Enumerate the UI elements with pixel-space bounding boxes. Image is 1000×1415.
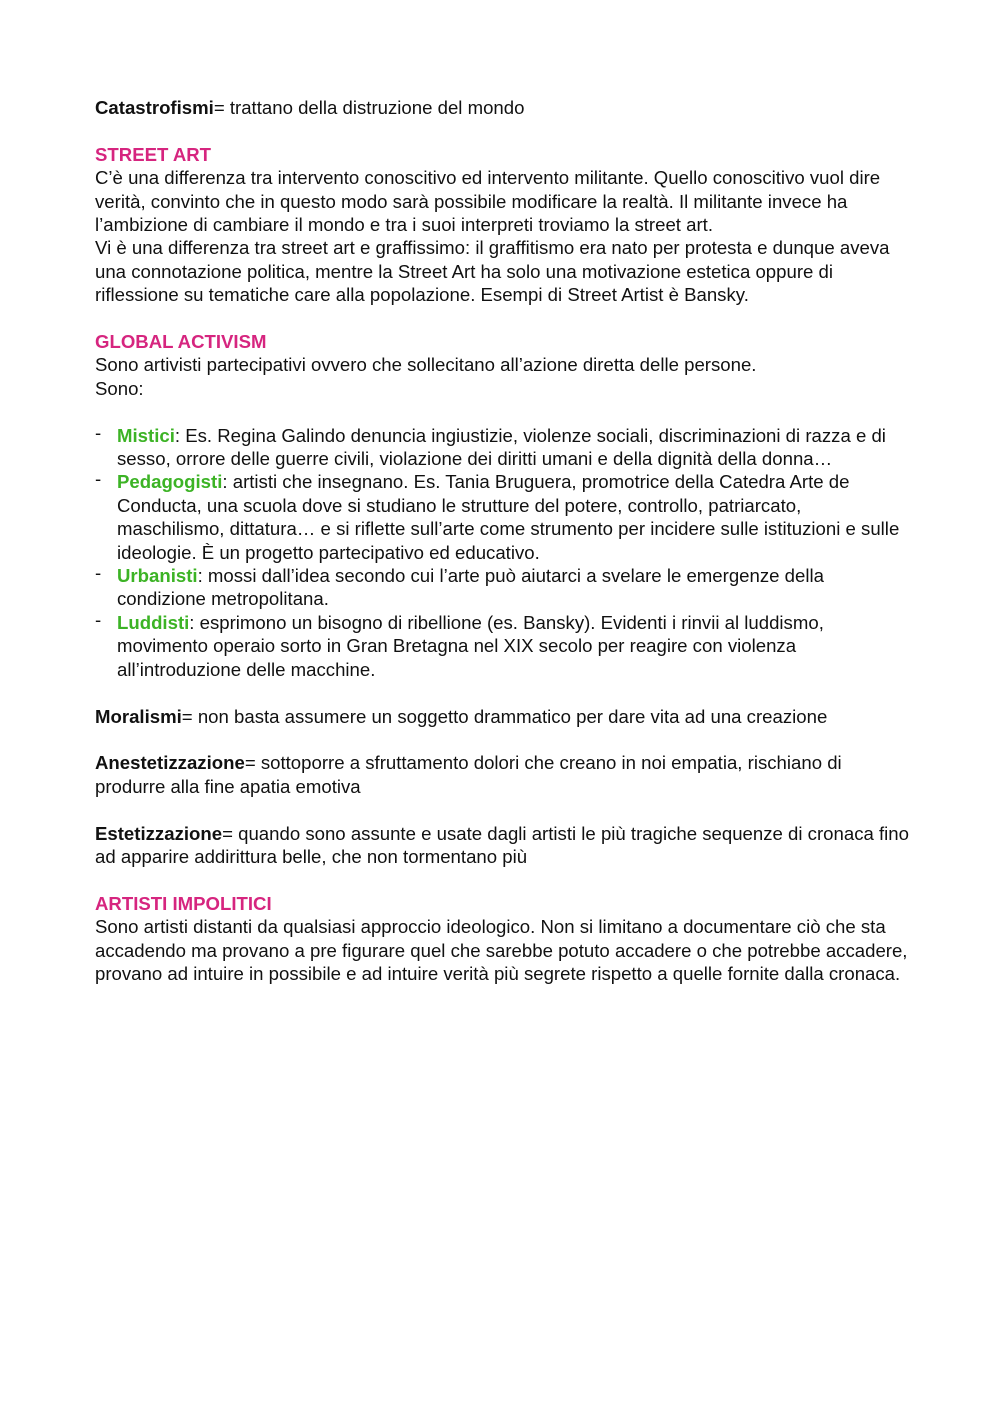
spacer	[95, 798, 910, 821]
dash-bullet: -	[95, 608, 102, 630]
spacer	[95, 307, 910, 330]
catastrofismi-term: Catastrofismi	[95, 97, 214, 118]
anestetizzazione-term: Anestetizzazione	[95, 752, 245, 774]
anestetizzazione-text: = sottoporre a sfruttamento dolori che creano in noi empatia, rischiano di produrre alla fine apatia emotiva	[95, 752, 842, 797]
activist-types-list	[95, 421, 910, 681]
street-art-heading: STREET ART	[95, 143, 212, 165]
spacer	[95, 119, 910, 142]
list-item-urbanisti	[95, 564, 910, 611]
street-art-paragraph-1: C’è una differenza tra intervento conoscitivo ed intervento militante. Quello conoscitivo vuol dire verità, convinto che in questo modo sarà possibile modificare la realtà. Il militante invece ha l’ambizione di cambiare il mondo e tra i suoi interpreti troviamo la street art.	[95, 167, 881, 236]
spacer	[95, 400, 910, 423]
list-item-pedagogisti	[95, 470, 910, 564]
dash-bullet: -	[95, 421, 102, 443]
luddisti-term: Luddisti	[117, 611, 190, 633]
estetizzazione-term: Estetizzazione	[95, 822, 223, 844]
global-activism-heading: GLOBAL ACTIVISM	[95, 331, 267, 353]
global-activism-intro: Sono artivisti partecipativi ovvero che sollecitano all’azione diretta delle persone.	[95, 354, 757, 376]
pedagogisti-term: Pedagogisti	[117, 471, 223, 493]
anestetizzazione-definition	[95, 751, 910, 798]
dash-bullet: -	[95, 562, 102, 584]
mistici-term: Mistici	[117, 424, 175, 446]
artisti-impolitici-paragraph: Sono artisti distanti da qualsiasi approccio ideologico. Non si limitano a documentare ciò che sta accadendo ma provano a pre figurare quel che sarebbe potuto accadere o che potrebbe accadere, provano ad intuire in possibile e ad intuire verità più segrete rispetto a quelle fornite dalla cronaca.	[95, 916, 908, 984]
moralismi-term: Moralismi	[95, 705, 182, 727]
mistici-text: : Es. Regina Galindo denuncia ingiustizie, violenze sociali, discriminazioni di razza e di sesso, orrore delle guerre civili, violazione dei diritti umani e della dignità della donna…	[117, 424, 886, 470]
list-item-luddisti	[95, 608, 910, 681]
list-item-mistici	[95, 421, 910, 471]
urbanisti-text: : mossi dall’idea secondo cui l’arte può aiutarci a svelare le emergenze della condizione metropolitana.	[117, 565, 824, 610]
global-activism-sono: Sono:	[95, 377, 144, 399]
spacer	[95, 728, 910, 751]
estetizzazione-text: = quando sono assunte e usate dagli artisti le più tragiche sequenze di cronaca fino ad apparire addirittura belle, che non tormentano più	[95, 822, 909, 867]
spacer	[95, 681, 910, 704]
artisti-impolitici-heading: ARTISTI IMPOLITICI	[95, 892, 272, 914]
dash-bullet: -	[95, 468, 102, 490]
moralismi-text: = non basta assumere un soggetto drammatico per dare vita ad una creazione	[181, 705, 828, 727]
document-page	[95, 96, 910, 985]
street-art-paragraph-2: Vi è una differenza tra street art e graffissimo: il graffitismo era nato per protesta e dunque aveva una connotazione politica, mentre la Street Art ha solo una motivazione estetica oppure di riflessione su tematiche care alla popolazione. Esempi di Street Artist è Bansky.	[95, 237, 890, 306]
spacer	[95, 868, 910, 891]
moralismi-definition	[95, 705, 910, 728]
pedagogisti-text: : artisti che insegnano. Es. Tania Bruguera, promotrice della Catedra Arte de Conducta, una scuola dove si studiano le strutture del potere, controllo, patriarcato, maschilismo, dittatura… e si riflette sull’arte come strumento per incidere sulle istituzioni e sulle ideologie. È un progetto partecipativo ed educativo.	[117, 471, 900, 563]
catastrofismi-definition	[95, 96, 910, 119]
estetizzazione-definition	[95, 822, 910, 869]
urbanisti-term: Urbanisti	[117, 565, 198, 587]
catastrofismi-text: = trattano della distruzione del mondo	[213, 97, 525, 118]
luddisti-text: : esprimono un bisogno di ribellione (es. Bansky). Evidenti i rinvii al luddismo, movimento operaio sorto in Gran Bretagna nel XIX secolo per reagire con violenza all’introduzione delle macchine.	[117, 611, 824, 680]
